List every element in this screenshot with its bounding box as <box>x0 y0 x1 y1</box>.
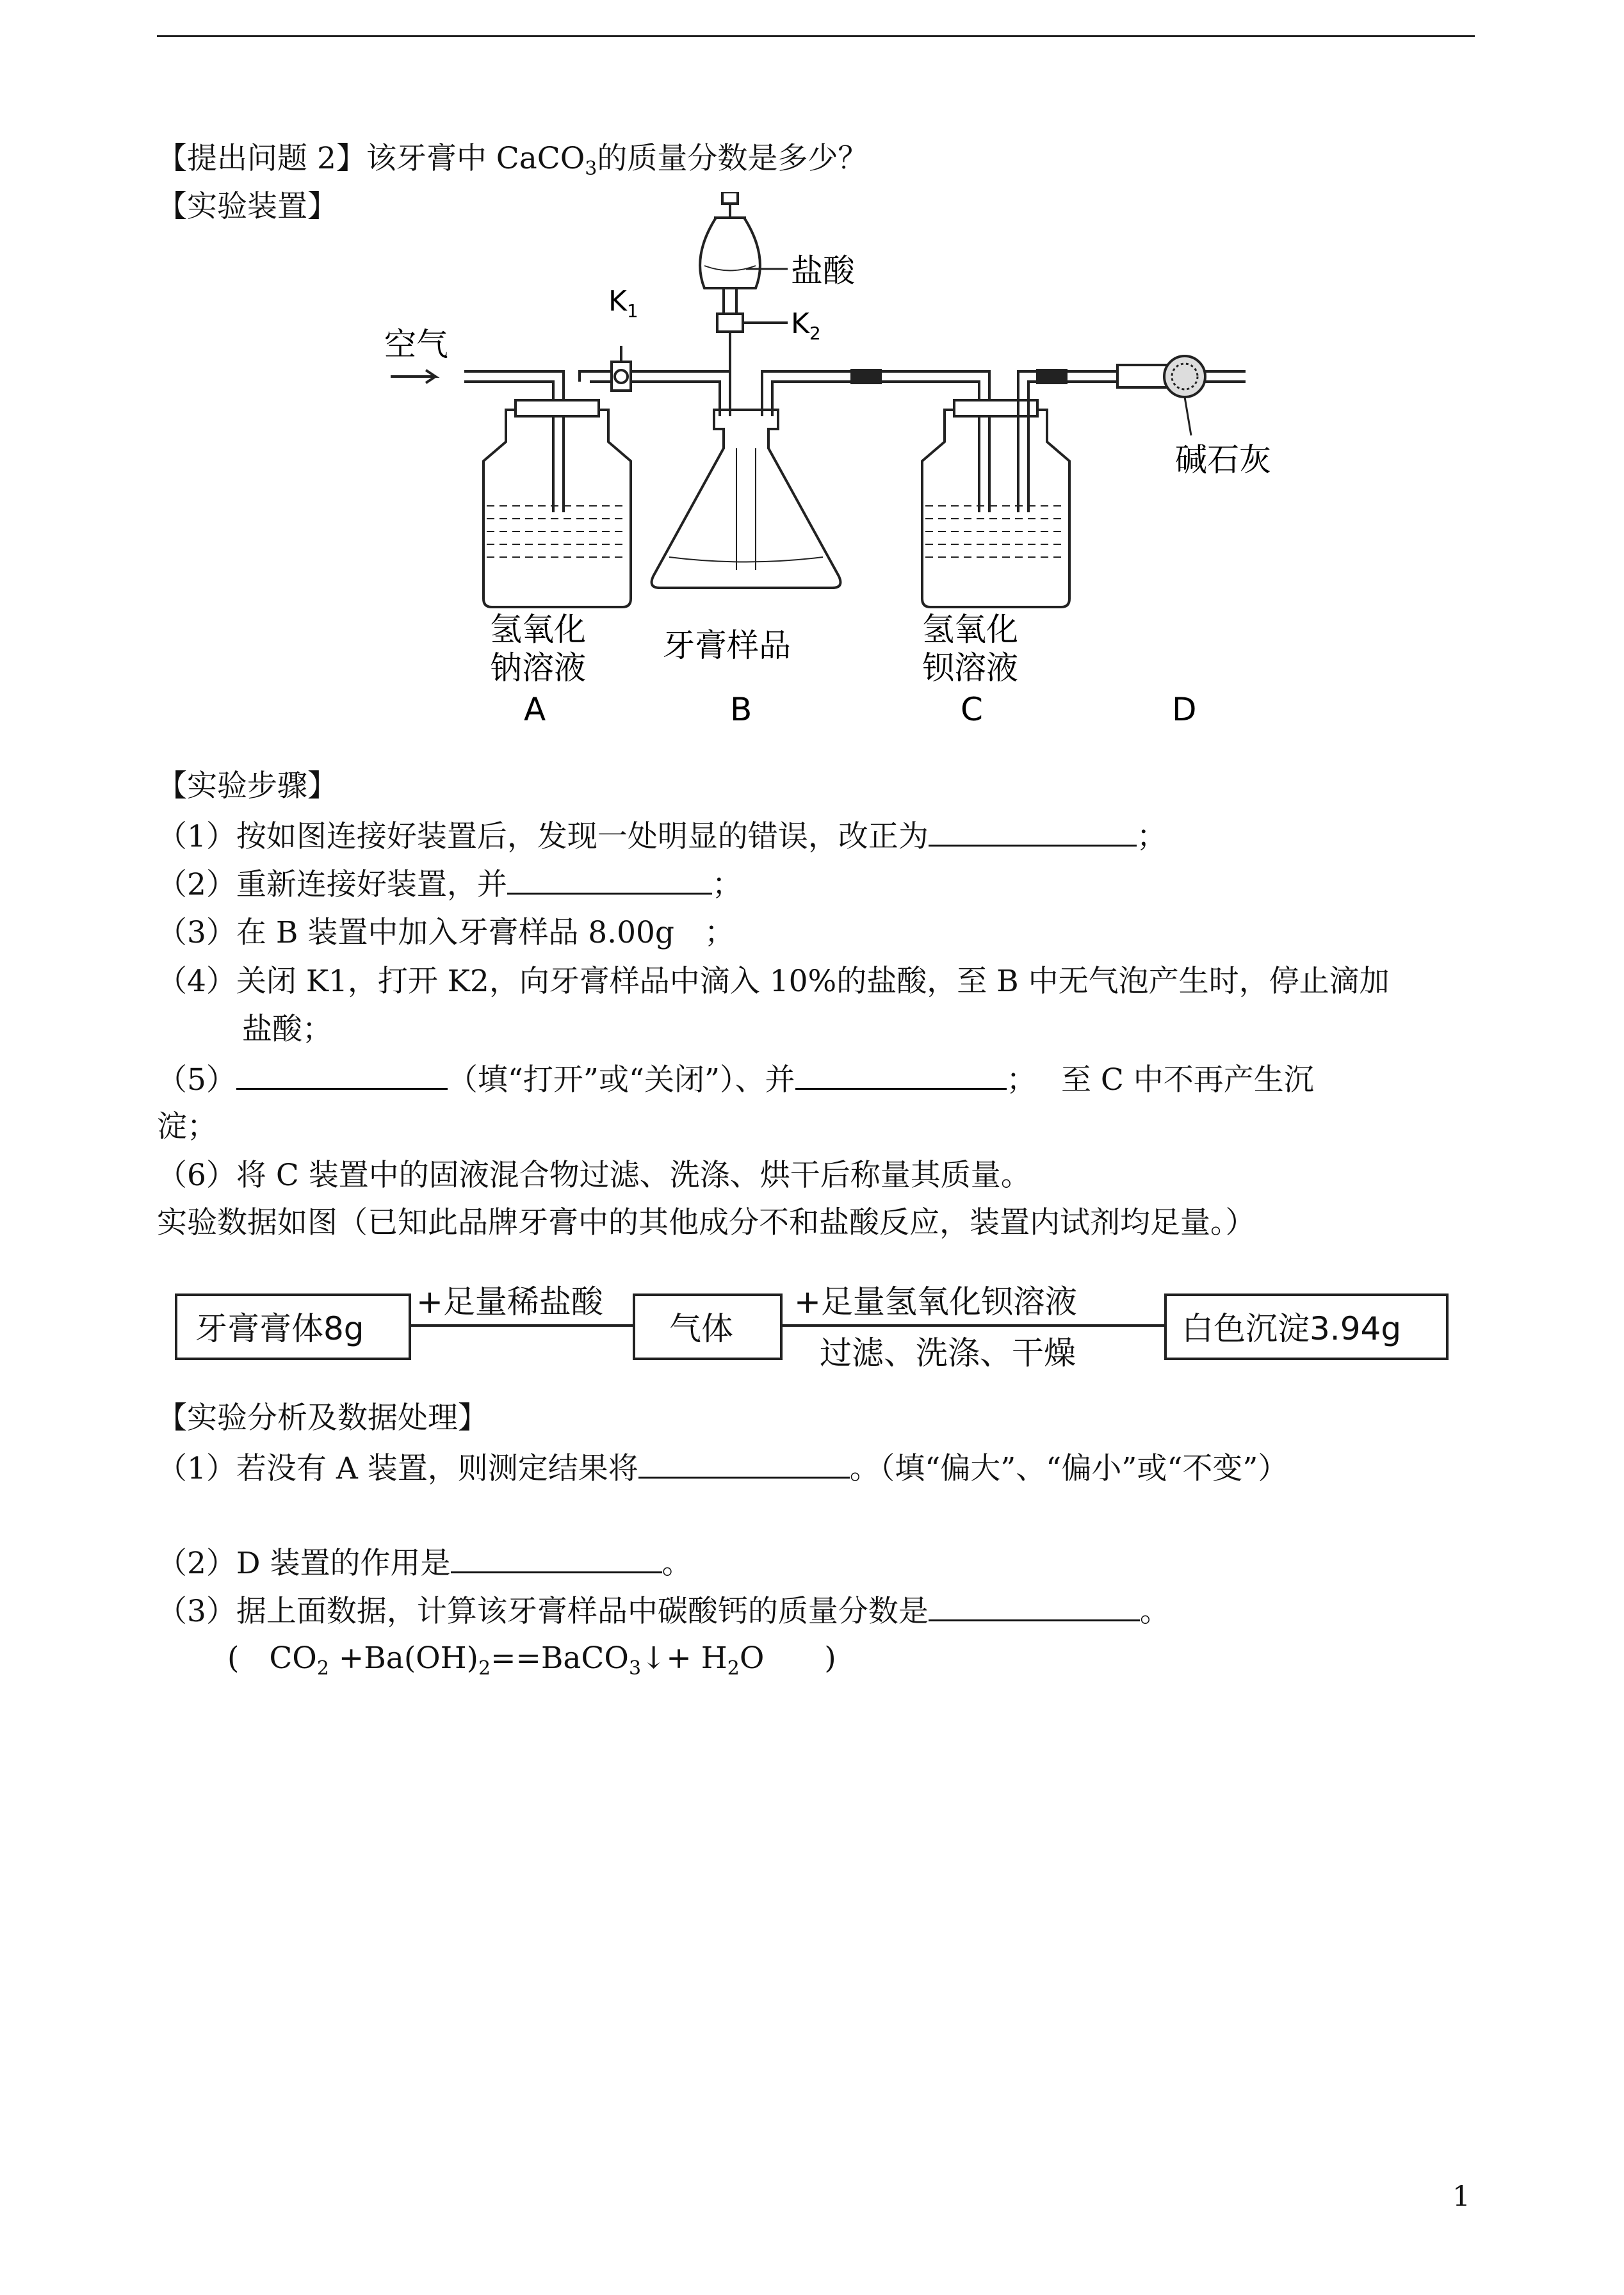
bottle-c-label-1: 氢氧化 <box>922 611 1018 648</box>
step-6: （6）将 C 装置中的固液混合物过滤、洗涤、烘干后称量其质量。 <box>157 1158 1031 1193</box>
flow-arrow-2-bottom: 过滤、洗涤、干燥 <box>820 1334 1076 1372</box>
flow-box-1-text: 牙膏膏体8g <box>195 1310 364 1347</box>
k2-label: $K_2$ <box>791 307 821 344</box>
chemical-equation: ( $CO_2$ $+Ba(OH)_2==BaCO_3↓+ H_2O$ ) <box>227 1641 836 1680</box>
soda-lime-label: 碱石灰 <box>1175 441 1271 478</box>
flow-box-2-text: 气体 <box>669 1310 733 1347</box>
label-b: B <box>730 691 752 728</box>
hcl-label: 盐酸 <box>791 252 855 289</box>
analysis-3: （3）据上面数据，计算该牙膏样品中碳酸钙的质量分数是 。 <box>157 1591 1170 1631</box>
label-d: D <box>1172 691 1197 728</box>
steps-heading: 【实验步骤】 <box>157 768 337 804</box>
page-number: 1 <box>1452 2180 1470 2213</box>
label-c: C <box>961 691 983 728</box>
question-2: 【提出问题 2】该牙膏中 CaCO$_3$的质量分数是多少？ <box>157 141 868 180</box>
step-3: （3）在 B 装置中加入牙膏样品 8.00g ； <box>157 915 735 950</box>
analysis-2: （2）D 装置的作用是 。 <box>157 1543 692 1583</box>
data-flow-diagram <box>170 1274 1457 1383</box>
flow-arrow-2-top: +足量氢氧化钡溶液 <box>794 1283 1077 1320</box>
analysis-heading: 【实验分析及数据处理】 <box>157 1400 488 1436</box>
header-rule <box>157 35 1475 37</box>
step-5: （5） （填“打开”或“关闭”）、并 ； 至 C 中不再产生沉 <box>157 1060 1314 1099</box>
apparatus-diagram <box>365 192 1300 730</box>
step-2: （2）重新连接好装置，并 ； <box>157 864 742 904</box>
flask-b-label: 牙膏样品 <box>663 627 791 664</box>
bottle-a-label-2: 钠溶液 <box>490 649 586 686</box>
flow-arrow-1-label: +足量稀盐酸 <box>416 1283 603 1320</box>
bottle-a-label-1: 氢氧化 <box>490 611 586 648</box>
air-label: 空气 <box>384 326 448 363</box>
bottle-c-label-2: 钡溶液 <box>922 649 1018 686</box>
setup-heading: 【实验装置】 <box>157 189 337 224</box>
data-intro: 实验数据如图（已知此品牌牙膏中的其他成分不和盐酸反应，装置内试剂均足量。） <box>157 1205 1256 1240</box>
step-4-cont: 盐酸； <box>242 1012 332 1047</box>
step-1: （1）按如图连接好装置后，发现一处明显的错误，改正为 ； <box>157 816 1167 856</box>
label-a: A <box>524 691 546 728</box>
step-5-cont: 淀； <box>157 1109 217 1144</box>
step-4: （4）关闭 K1，打开 K2，向牙膏样品中滴入 10%的盐酸，至 B 中无气泡产生时，停止滴加 <box>157 964 1390 999</box>
analysis-1: （1）若没有 A 装置，则测定结果将 。（填“偏大”、“偏小”或“不变”） <box>157 1448 1288 1488</box>
flow-box-3-text: 白色沉淀3.94g <box>1181 1310 1402 1347</box>
k1-label: $K_1$ <box>608 285 638 321</box>
